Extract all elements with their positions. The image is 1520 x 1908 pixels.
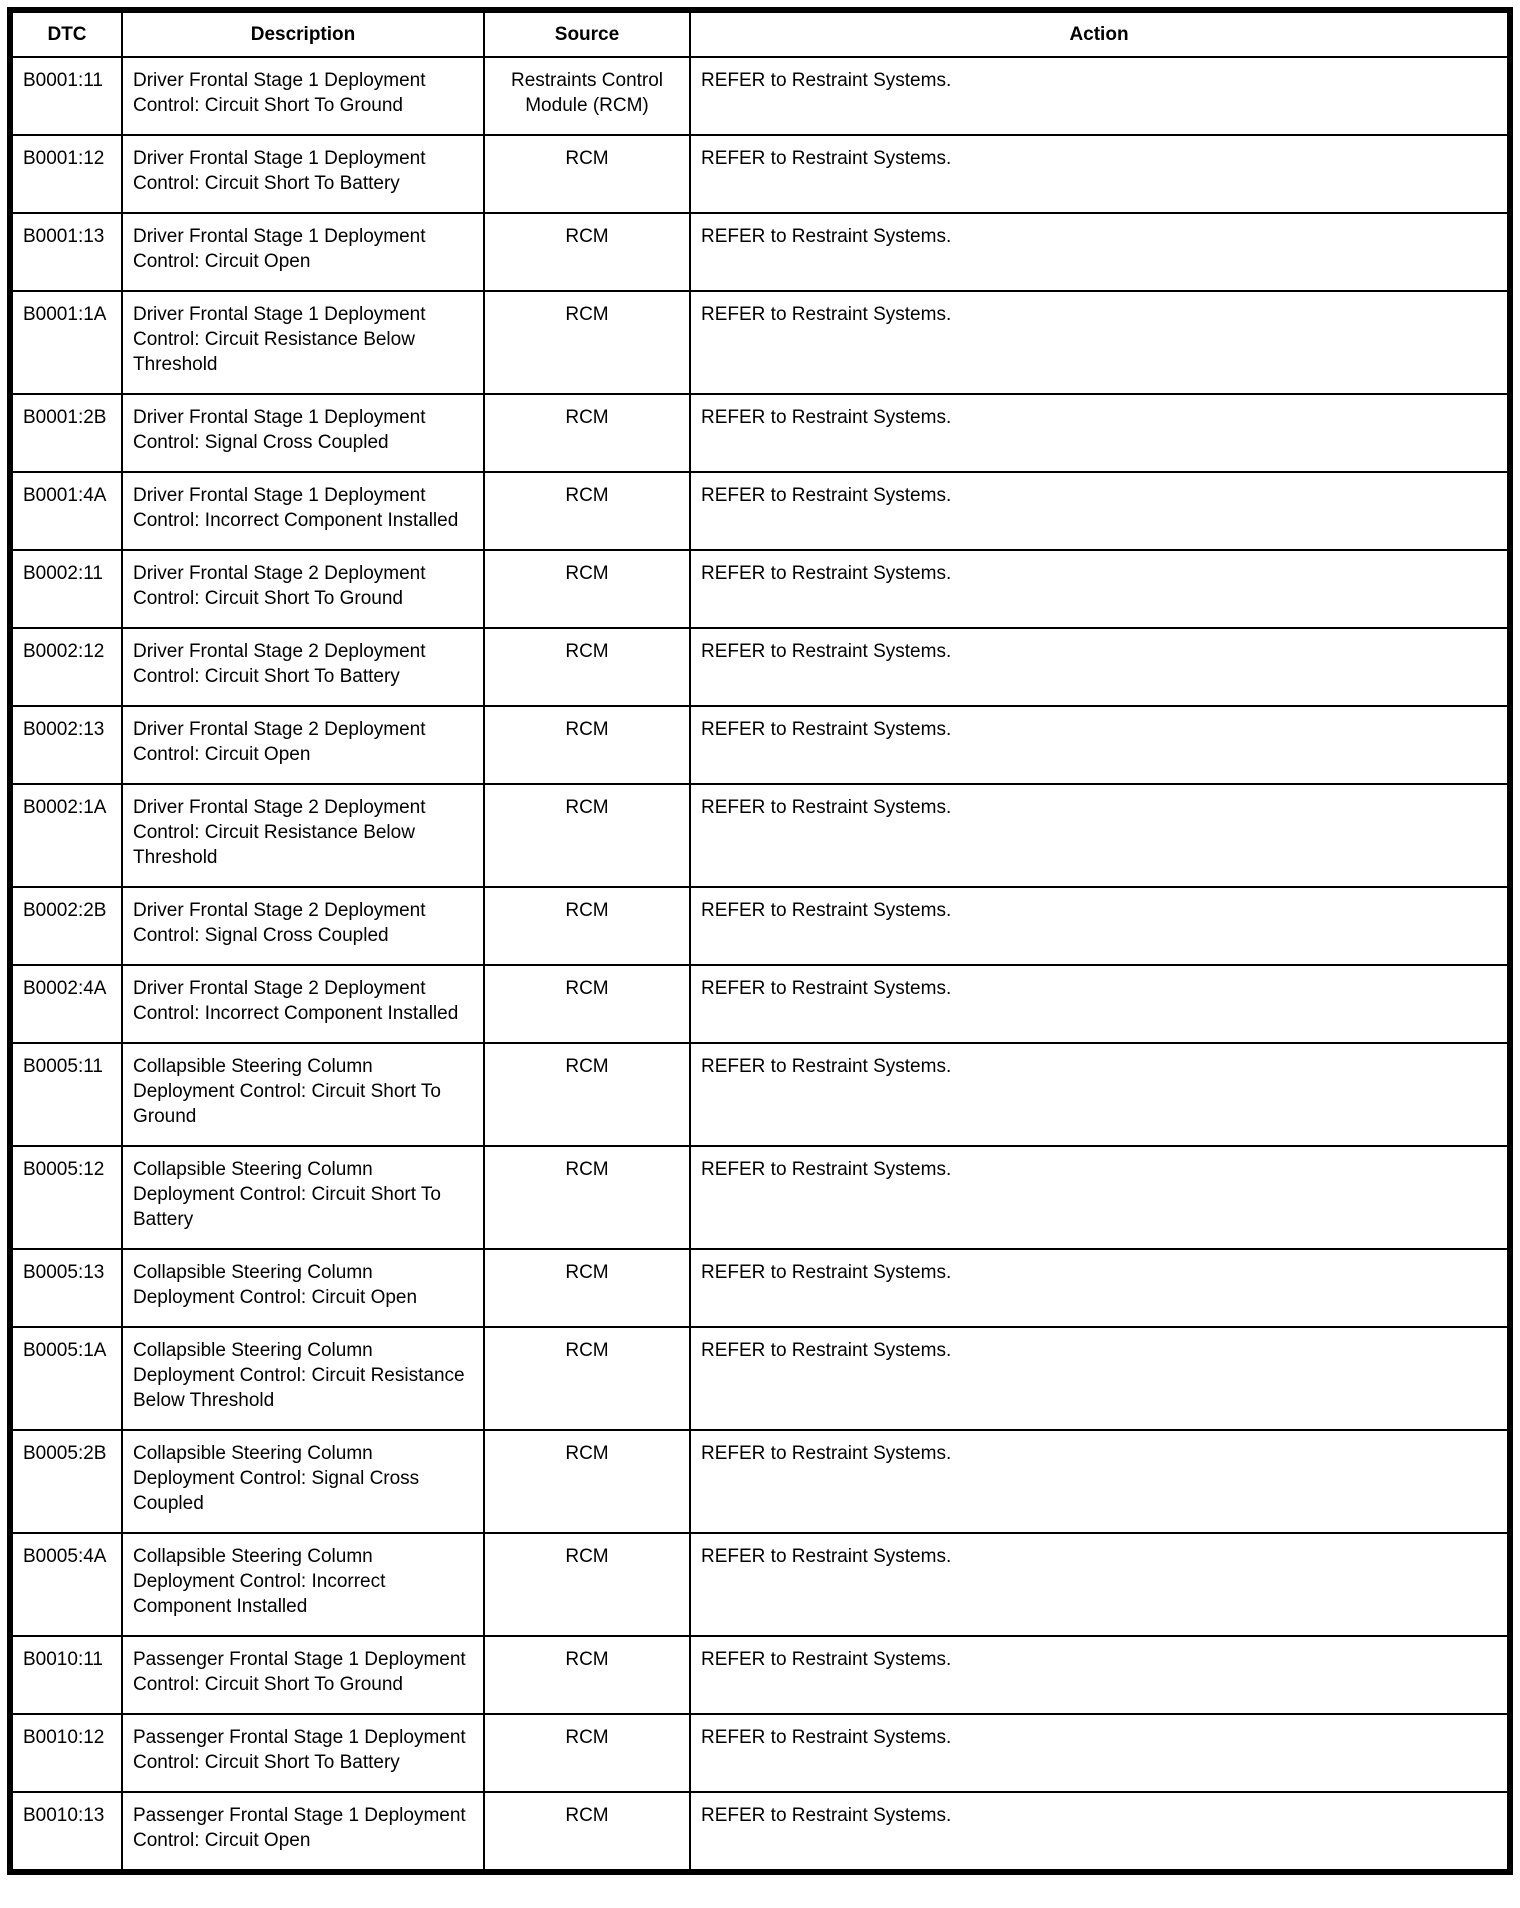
source-cell: RCM — [484, 706, 690, 784]
description-cell: Driver Frontal Stage 2 Deployment Control: Circuit Open — [122, 706, 484, 784]
table-row — [10, 135, 1510, 213]
source-cell: RCM — [484, 550, 690, 628]
description-cell: Collapsible Steering Column Deployment Control: Circuit Resistance Below Threshold — [122, 1327, 484, 1430]
action-cell: REFER to Restraint Systems. — [690, 965, 1510, 1043]
description-cell: Passenger Frontal Stage 1 Deployment Control: Circuit Open — [122, 1792, 484, 1872]
description-cell: Collapsible Steering Column Deployment Control: Incorrect Component Installed — [122, 1533, 484, 1636]
table-row — [10, 887, 1510, 965]
description-cell: Passenger Frontal Stage 1 Deployment Control: Circuit Short To Ground — [122, 1636, 484, 1714]
source-cell: RCM — [484, 1327, 690, 1430]
dtc-cell: B0001:13 — [10, 213, 122, 291]
action-cell: REFER to Restraint Systems. — [690, 887, 1510, 965]
dtc-cell: B0005:1A — [10, 1327, 122, 1430]
table-row — [10, 1533, 1510, 1636]
header-description: Description — [122, 10, 484, 57]
source-cell: RCM — [484, 291, 690, 394]
source-cell: RCM — [484, 887, 690, 965]
dtc-cell: B0005:12 — [10, 1146, 122, 1249]
description-cell: Driver Frontal Stage 1 Deployment Control: Circuit Resistance Below Threshold — [122, 291, 484, 394]
source-cell: RCM — [484, 472, 690, 550]
action-cell: REFER to Restraint Systems. — [690, 550, 1510, 628]
table-row — [10, 1146, 1510, 1249]
dtc-cell: B0002:2B — [10, 887, 122, 965]
description-cell: Driver Frontal Stage 1 Deployment Control: Circuit Short To Battery — [122, 135, 484, 213]
header-dtc: DTC — [10, 10, 122, 57]
table-row — [10, 1249, 1510, 1327]
table-row — [10, 784, 1510, 887]
action-cell: REFER to Restraint Systems. — [690, 394, 1510, 472]
dtc-table-header — [10, 10, 1510, 57]
source-cell: RCM — [484, 1792, 690, 1872]
description-cell: Collapsible Steering Column Deployment Control: Signal Cross Coupled — [122, 1430, 484, 1533]
action-cell: REFER to Restraint Systems. — [690, 1327, 1510, 1430]
table-row — [10, 472, 1510, 550]
table-row — [10, 550, 1510, 628]
table-row — [10, 965, 1510, 1043]
table-row — [10, 1792, 1510, 1872]
source-cell: RCM — [484, 1146, 690, 1249]
action-cell: REFER to Restraint Systems. — [690, 135, 1510, 213]
action-cell: REFER to Restraint Systems. — [690, 628, 1510, 706]
header-row — [10, 10, 1510, 57]
action-cell: REFER to Restraint Systems. — [690, 1043, 1510, 1146]
source-cell: RCM — [484, 1043, 690, 1146]
table-row — [10, 706, 1510, 784]
table-row — [10, 394, 1510, 472]
action-cell: REFER to Restraint Systems. — [690, 57, 1510, 135]
source-cell: RCM — [484, 394, 690, 472]
dtc-cell: B0005:4A — [10, 1533, 122, 1636]
dtc-cell: B0005:11 — [10, 1043, 122, 1146]
action-cell: REFER to Restraint Systems. — [690, 1146, 1510, 1249]
description-cell: Driver Frontal Stage 1 Deployment Control: Incorrect Component Installed — [122, 472, 484, 550]
description-cell: Collapsible Steering Column Deployment Control: Circuit Open — [122, 1249, 484, 1327]
dtc-cell: B0001:4A — [10, 472, 122, 550]
action-cell: REFER to Restraint Systems. — [690, 706, 1510, 784]
header-action: Action — [690, 10, 1510, 57]
description-cell: Driver Frontal Stage 1 Deployment Control: Circuit Short To Ground — [122, 57, 484, 135]
dtc-cell: B0001:2B — [10, 394, 122, 472]
action-cell: REFER to Restraint Systems. — [690, 291, 1510, 394]
action-cell: REFER to Restraint Systems. — [690, 213, 1510, 291]
source-cell: RCM — [484, 784, 690, 887]
source-cell: RCM — [484, 1714, 690, 1792]
dtc-cell: B0002:12 — [10, 628, 122, 706]
header-source: Source — [484, 10, 690, 57]
dtc-cell: B0010:12 — [10, 1714, 122, 1792]
dtc-cell: B0001:12 — [10, 135, 122, 213]
table-row — [10, 1430, 1510, 1533]
source-cell: RCM — [484, 135, 690, 213]
dtc-cell: B0002:4A — [10, 965, 122, 1043]
action-cell: REFER to Restraint Systems. — [690, 1533, 1510, 1636]
description-cell: Driver Frontal Stage 2 Deployment Control: Incorrect Component Installed — [122, 965, 484, 1043]
dtc-cell: B0005:13 — [10, 1249, 122, 1327]
action-cell: REFER to Restraint Systems. — [690, 1636, 1510, 1714]
description-cell: Driver Frontal Stage 2 Deployment Control: Circuit Short To Battery — [122, 628, 484, 706]
source-cell: RCM — [484, 1249, 690, 1327]
dtc-cell: B0002:11 — [10, 550, 122, 628]
source-cell: RCM — [484, 1533, 690, 1636]
action-cell: REFER to Restraint Systems. — [690, 1249, 1510, 1327]
source-cell: RCM — [484, 965, 690, 1043]
action-cell: REFER to Restraint Systems. — [690, 472, 1510, 550]
table-row — [10, 1714, 1510, 1792]
table-row — [10, 1043, 1510, 1146]
source-cell: RCM — [484, 628, 690, 706]
table-row — [10, 291, 1510, 394]
action-cell: REFER to Restraint Systems. — [690, 1714, 1510, 1792]
description-cell: Collapsible Steering Column Deployment Control: Circuit Short To Ground — [122, 1043, 484, 1146]
source-cell: RCM — [484, 213, 690, 291]
description-cell: Driver Frontal Stage 2 Deployment Control: Signal Cross Coupled — [122, 887, 484, 965]
source-cell: RCM — [484, 1636, 690, 1714]
table-row — [10, 628, 1510, 706]
source-cell: Restraints Control Module (RCM) — [484, 57, 690, 135]
table-row — [10, 57, 1510, 135]
dtc-cell: B0002:1A — [10, 784, 122, 887]
action-cell: REFER to Restraint Systems. — [690, 784, 1510, 887]
description-cell: Collapsible Steering Column Deployment Control: Circuit Short To Battery — [122, 1146, 484, 1249]
action-cell: REFER to Restraint Systems. — [690, 1430, 1510, 1533]
action-cell: REFER to Restraint Systems. — [690, 1792, 1510, 1872]
description-cell: Driver Frontal Stage 1 Deployment Control: Signal Cross Coupled — [122, 394, 484, 472]
description-cell: Driver Frontal Stage 2 Deployment Control: Circuit Short To Ground — [122, 550, 484, 628]
dtc-cell: B0010:13 — [10, 1792, 122, 1872]
dtc-cell: B0010:11 — [10, 1636, 122, 1714]
dtc-table-body — [10, 57, 1510, 1872]
source-cell: RCM — [484, 1430, 690, 1533]
table-row — [10, 213, 1510, 291]
description-cell: Driver Frontal Stage 2 Deployment Control: Circuit Resistance Below Threshold — [122, 784, 484, 887]
dtc-cell: B0005:2B — [10, 1430, 122, 1533]
table-row — [10, 1636, 1510, 1714]
dtc-cell: B0001:1A — [10, 291, 122, 394]
dtc-table — [7, 7, 1513, 1875]
description-cell: Driver Frontal Stage 1 Deployment Control: Circuit Open — [122, 213, 484, 291]
dtc-cell: B0001:11 — [10, 57, 122, 135]
dtc-cell: B0002:13 — [10, 706, 122, 784]
description-cell: Passenger Frontal Stage 1 Deployment Control: Circuit Short To Battery — [122, 1714, 484, 1792]
table-row — [10, 1327, 1510, 1430]
